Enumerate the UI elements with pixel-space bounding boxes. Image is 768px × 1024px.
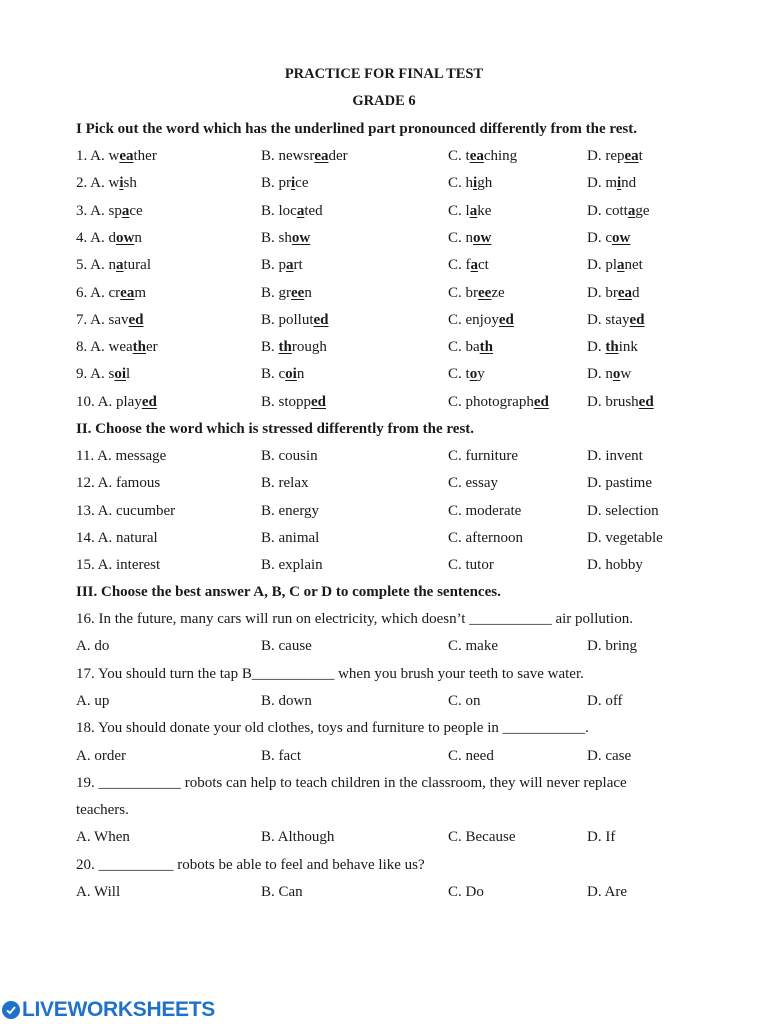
answer-option: B. relax bbox=[261, 475, 309, 492]
answer-option: B. energy bbox=[261, 502, 320, 519]
answer-option: D. case bbox=[587, 747, 632, 764]
options-row bbox=[0, 884, 768, 906]
answer-option: C. high bbox=[448, 175, 493, 192]
underlined-part: a bbox=[617, 257, 625, 274]
question-row bbox=[0, 475, 768, 497]
question-row bbox=[0, 448, 768, 470]
answer-option: C. now bbox=[448, 229, 492, 246]
answer-option: 8. A. weather bbox=[76, 339, 158, 356]
answer-option: 10. A. played bbox=[76, 393, 157, 410]
question-row bbox=[0, 339, 768, 361]
answer-option: B. coin bbox=[261, 366, 305, 383]
answer-option: D. brushed bbox=[587, 393, 654, 410]
question-row bbox=[0, 175, 768, 197]
underlined-part: ea bbox=[314, 148, 329, 164]
answer-option: B. explain bbox=[261, 557, 323, 574]
liveworksheets-logo[interactable] bbox=[2, 998, 215, 1022]
question-row bbox=[0, 257, 768, 279]
answer-option: 7. A. saved bbox=[76, 311, 144, 328]
answer-option: D. think bbox=[587, 339, 638, 356]
options-row bbox=[0, 748, 768, 770]
answer-option: B. fact bbox=[261, 747, 301, 764]
section-3-heading: III. Choose the best answer A, B, C or D to complete the sentences. bbox=[76, 584, 501, 600]
question-row bbox=[0, 557, 768, 579]
answer-option: C. bath bbox=[448, 339, 494, 356]
underlined-part: i bbox=[119, 175, 124, 192]
answer-option: C. fact bbox=[448, 257, 489, 274]
question-row bbox=[0, 366, 768, 388]
underlined-part: th bbox=[132, 339, 146, 356]
answer-option: B. Can bbox=[261, 884, 303, 900]
underlined-part: ee bbox=[478, 284, 492, 301]
answer-option: B. stopped bbox=[261, 393, 327, 410]
question-text: 16. In the future, many cars will run on electricity, which doesn’t ___________ air pollution. bbox=[76, 611, 633, 627]
answer-option: B. animal bbox=[261, 529, 320, 546]
answer-option: C. make bbox=[448, 638, 498, 655]
answer-option: D. cottage bbox=[587, 202, 650, 219]
options-row bbox=[0, 693, 768, 715]
answer-option: 15. A. interest bbox=[76, 557, 161, 574]
answer-option: A. Will bbox=[76, 884, 121, 900]
underlined-part: ea bbox=[469, 148, 484, 164]
underlined-part: ed bbox=[141, 393, 157, 410]
page-title: PRACTICE FOR FINAL TEST bbox=[284, 66, 484, 82]
section-1-heading: I Pick out the word which has the underlined part pronounced differently from the rest. bbox=[76, 121, 637, 137]
answer-option: B. cousin bbox=[261, 448, 318, 464]
underlined-part: a bbox=[116, 257, 124, 274]
underlined-part: i bbox=[473, 175, 478, 192]
answer-option: 13. A. cucumber bbox=[76, 502, 176, 519]
answer-option: C. Because bbox=[448, 829, 516, 846]
question-row bbox=[0, 312, 768, 334]
underlined-part: th bbox=[605, 339, 619, 356]
question-text: 18. You should donate your old clothes, toys and furniture to people in ___________. bbox=[76, 720, 589, 737]
answer-option: 12. A. famous bbox=[76, 475, 161, 492]
underlined-part: a bbox=[469, 202, 478, 219]
answer-option: C. afternoon bbox=[448, 529, 523, 546]
underlined-part: ed bbox=[498, 311, 514, 328]
question-text-continued: teachers. bbox=[76, 802, 129, 819]
answer-option: B. cause bbox=[261, 638, 312, 655]
answer-option: 5. A. natural bbox=[76, 257, 152, 274]
answer-option: 6. A. cream bbox=[76, 284, 147, 301]
answer-option: C. Do bbox=[448, 884, 484, 900]
grade-label: GRADE 6 bbox=[352, 93, 416, 109]
underlined-part: ow bbox=[473, 229, 492, 246]
answer-option: B. polluted bbox=[261, 311, 329, 328]
answer-option: B. part bbox=[261, 257, 303, 274]
answer-option: D. now bbox=[587, 366, 632, 383]
answer-option: A. do bbox=[76, 638, 110, 655]
answer-option: D. stayed bbox=[587, 311, 645, 328]
underlined-part: ed bbox=[638, 393, 654, 410]
answer-option: 4. A. down bbox=[76, 229, 142, 246]
answer-option: D. selection bbox=[587, 502, 659, 519]
underlined-part: i bbox=[291, 175, 296, 192]
answer-option: B. price bbox=[261, 175, 309, 192]
underlined-part: i bbox=[617, 175, 622, 192]
answer-option: C. tutor bbox=[448, 557, 494, 574]
answer-option: B. Although bbox=[261, 829, 335, 846]
underlined-part: ee bbox=[291, 284, 305, 301]
answer-option: A. up bbox=[76, 692, 110, 709]
logo-text: LIVEWORKSHEETS bbox=[22, 998, 215, 1021]
underlined-part: ed bbox=[533, 393, 549, 410]
underlined-part: th bbox=[479, 339, 494, 356]
underlined-part: ow bbox=[291, 229, 311, 246]
question-row bbox=[0, 203, 768, 225]
underlined-part: ed bbox=[311, 393, 327, 410]
answer-option: 9. A. soil bbox=[76, 366, 131, 383]
underlined-part: a bbox=[296, 202, 305, 219]
underlined-part: ea bbox=[120, 284, 135, 301]
answer-option: C. photographed bbox=[448, 393, 549, 410]
underlined-part: o bbox=[469, 366, 478, 383]
answer-option: C. lake bbox=[448, 202, 492, 219]
section-2-heading: II. Choose the word which is stressed differently from the rest. bbox=[76, 421, 475, 437]
underlined-part: ed bbox=[128, 311, 144, 328]
underlined-part: ed bbox=[313, 311, 329, 328]
underlined-part: oi bbox=[285, 366, 297, 383]
underlined-part: ow bbox=[116, 229, 135, 246]
options-row bbox=[0, 829, 768, 851]
answer-option: C. breeze bbox=[448, 284, 505, 301]
answer-option: 3. A. space bbox=[76, 202, 143, 219]
question-row bbox=[0, 503, 768, 525]
answer-option: C. moderate bbox=[448, 502, 522, 519]
question-text: 20. __________ robots be able to feel and behave like us? bbox=[76, 856, 425, 873]
answer-option: D. invent bbox=[587, 448, 643, 464]
underlined-part: a bbox=[627, 202, 636, 219]
answer-option: D. planet bbox=[587, 257, 643, 274]
answer-option: C. need bbox=[448, 747, 494, 764]
underlined-part: ea bbox=[617, 284, 632, 301]
answer-option: D. Are bbox=[587, 884, 627, 900]
answer-option: 14. A. natural bbox=[76, 529, 158, 546]
answer-option: B. through bbox=[261, 339, 327, 356]
answer-option: C. teaching bbox=[448, 148, 518, 164]
underlined-part: a bbox=[286, 257, 294, 274]
question-row bbox=[0, 530, 768, 552]
answer-option: C. on bbox=[448, 692, 481, 709]
answer-option: D. mind bbox=[587, 175, 637, 192]
answer-option: D. pastime bbox=[587, 475, 652, 492]
answer-option: C. furniture bbox=[448, 448, 518, 464]
answer-option: B. down bbox=[261, 692, 312, 709]
answer-option: A. When bbox=[76, 829, 130, 846]
answer-option: B. green bbox=[261, 284, 312, 301]
answer-option: 1. A. weather bbox=[76, 148, 157, 164]
underlined-part: o bbox=[612, 366, 621, 383]
answer-option: D. If bbox=[587, 829, 616, 846]
answer-option: D. bread bbox=[587, 284, 640, 301]
answer-option: D. vegetable bbox=[587, 529, 663, 546]
question-row bbox=[0, 394, 768, 416]
underlined-part: ow bbox=[612, 229, 631, 246]
underlined-part: oi bbox=[114, 366, 127, 383]
answer-option: C. toy bbox=[448, 366, 485, 383]
question-row bbox=[0, 148, 768, 170]
answer-option: B. newsreader bbox=[261, 148, 348, 164]
underlined-part: ea bbox=[119, 148, 134, 164]
answer-option: 2. A. wish bbox=[76, 175, 137, 192]
answer-option: D. bring bbox=[587, 638, 637, 655]
answer-option: D. repeat bbox=[587, 148, 643, 164]
underlined-part: ed bbox=[629, 311, 645, 328]
question-text: 19. ___________ robots can help to teach children in the classroom, they will never replace bbox=[76, 774, 627, 791]
underlined-part: a bbox=[470, 257, 478, 274]
logo-icon bbox=[2, 1001, 20, 1019]
answer-option: C. enjoyed bbox=[448, 311, 514, 328]
answer-option: 11. A. message bbox=[76, 448, 167, 464]
answer-option: C. essay bbox=[448, 475, 498, 492]
question-row bbox=[0, 230, 768, 252]
underlined-part: th bbox=[278, 339, 292, 356]
answer-option: D. off bbox=[587, 692, 623, 709]
question-text: 17. You should turn the tap B___________ when you brush your teeth to save water. bbox=[76, 665, 584, 682]
answer-option: B. show bbox=[261, 229, 311, 246]
answer-option: A. order bbox=[76, 747, 126, 764]
underlined-part: a bbox=[121, 202, 130, 219]
answer-option: B. located bbox=[261, 202, 323, 219]
answer-option: D. cow bbox=[587, 229, 631, 246]
answer-option: D. hobby bbox=[587, 557, 643, 574]
options-row bbox=[0, 638, 768, 660]
question-row bbox=[0, 285, 768, 307]
underlined-part: ea bbox=[624, 148, 639, 164]
